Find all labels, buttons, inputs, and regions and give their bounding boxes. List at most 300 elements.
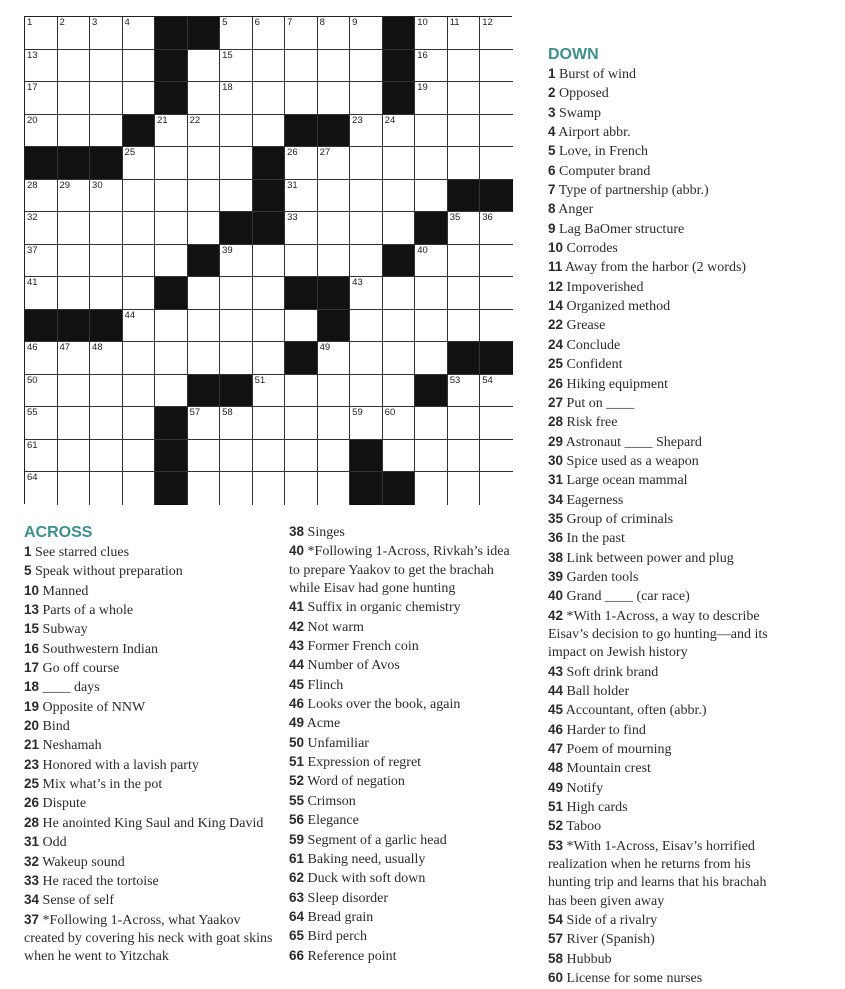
grid-cell[interactable] (58, 440, 91, 473)
grid-cell[interactable] (415, 472, 448, 505)
grid-cell[interactable] (383, 310, 416, 343)
black-square (253, 180, 286, 213)
clue-number: 13 (24, 602, 40, 618)
grid-cell[interactable] (90, 342, 123, 375)
cell-number: 30 (92, 179, 103, 191)
cell-number: 16 (417, 49, 428, 61)
clue-item (548, 316, 788, 335)
clue-number: 53 (548, 837, 564, 853)
clue-number: 5 (24, 563, 32, 579)
grid-cell[interactable] (90, 50, 123, 83)
clue-number: 19 (24, 698, 40, 714)
grid-cell[interactable] (285, 407, 318, 440)
grid-cell[interactable] (220, 277, 253, 310)
clue-item (289, 831, 514, 850)
grid-cell[interactable] (350, 115, 383, 148)
grid-cell[interactable] (188, 342, 221, 375)
clue-item (548, 220, 788, 239)
grid-cell[interactable] (220, 147, 253, 180)
black-square (155, 50, 188, 83)
cell-number: 17 (27, 82, 38, 94)
clue-item (24, 891, 274, 910)
clue-text: Reference point (307, 948, 397, 964)
grid-cell[interactable] (448, 82, 481, 115)
clue-number: 5 (548, 143, 556, 159)
grid-cell[interactable] (448, 472, 481, 505)
clue-item (24, 717, 274, 736)
grid-cell[interactable] (350, 407, 383, 440)
grid-cell[interactable] (480, 472, 513, 505)
grid-cell[interactable] (383, 115, 416, 148)
clue-text: Group of criminals (566, 511, 674, 527)
grid-cell[interactable] (25, 50, 58, 83)
grid-cell[interactable] (90, 212, 123, 245)
clue-number: 4 (548, 124, 556, 140)
cell-number: 59 (352, 407, 363, 419)
grid-cell[interactable] (188, 180, 221, 213)
black-square (188, 245, 221, 278)
grid-cell[interactable] (155, 212, 188, 245)
clue-number: 45 (548, 702, 564, 718)
grid-cell[interactable] (285, 180, 318, 213)
black-square (383, 17, 416, 50)
clue-item (548, 181, 788, 200)
grid-cell[interactable] (285, 82, 318, 115)
grid-cell[interactable] (188, 212, 221, 245)
cell-number: 60 (384, 407, 396, 419)
grid-cell[interactable] (318, 212, 351, 245)
grid-cell[interactable] (123, 440, 156, 473)
clue-text: In the past (566, 531, 625, 547)
grid-cell[interactable] (285, 147, 318, 180)
black-square (220, 375, 253, 408)
grid-cell[interactable] (480, 310, 513, 343)
grid-cell[interactable] (58, 342, 91, 375)
grid-cell[interactable] (383, 407, 416, 440)
clue-text: Parts of a whole (42, 603, 134, 619)
grid-cell[interactable] (480, 212, 513, 245)
clue-number: 61 (289, 850, 305, 866)
grid-cell[interactable] (285, 440, 318, 473)
grid-cell[interactable] (415, 440, 448, 473)
grid-cell[interactable] (220, 50, 253, 83)
grid-cell[interactable] (285, 472, 318, 505)
cell-number: 64 (27, 472, 38, 484)
clue-text: Conclude (566, 337, 621, 353)
grid-cell[interactable] (123, 407, 156, 440)
grid-cell[interactable] (155, 310, 188, 343)
clue-item (548, 278, 788, 297)
grid-cell[interactable] (123, 17, 156, 50)
grid-cell[interactable] (253, 342, 286, 375)
black-square (318, 115, 351, 148)
clue-number: 51 (289, 754, 305, 770)
grid-cell[interactable] (253, 115, 286, 148)
grid-cell[interactable] (415, 17, 448, 50)
grid-cell[interactable] (383, 375, 416, 408)
grid-cell[interactable] (220, 342, 253, 375)
grid-cell[interactable] (25, 375, 58, 408)
grid-cell[interactable] (90, 440, 123, 473)
black-square (220, 212, 253, 245)
grid-cell[interactable] (155, 245, 188, 278)
grid-cell[interactable] (285, 310, 318, 343)
grid-cell[interactable] (123, 50, 156, 83)
grid-cell[interactable] (90, 82, 123, 115)
grid-cell[interactable] (480, 440, 513, 473)
grid-cell[interactable] (253, 82, 286, 115)
grid-cell[interactable] (123, 147, 156, 180)
grid-cell[interactable] (415, 147, 448, 180)
clue-item (24, 853, 274, 872)
grid-cell[interactable] (253, 472, 286, 505)
grid-cell[interactable] (318, 147, 351, 180)
grid-cell[interactable] (220, 245, 253, 278)
grid-cell[interactable] (448, 310, 481, 343)
grid-cell[interactable] (25, 82, 58, 115)
grid-cell[interactable] (448, 407, 481, 440)
grid-cell[interactable] (90, 277, 123, 310)
grid-cell[interactable] (123, 277, 156, 310)
grid-cell[interactable] (58, 407, 91, 440)
cell-number: 41 (27, 277, 38, 289)
clue-text: Confident (566, 357, 623, 373)
grid-cell[interactable] (448, 277, 481, 310)
grid-cell[interactable] (415, 115, 448, 148)
grid-cell[interactable] (155, 375, 188, 408)
grid-cell[interactable] (25, 180, 58, 213)
clue-text: Expression of regret (307, 755, 422, 771)
grid-cell[interactable] (155, 147, 188, 180)
clue-text: Bird perch (307, 929, 368, 945)
grid-cell[interactable] (123, 375, 156, 408)
clue-number: 9 (548, 220, 556, 236)
grid-cell[interactable] (318, 375, 351, 408)
grid-cell[interactable] (220, 407, 253, 440)
clue-item (289, 656, 514, 675)
clue-text: Go off course (42, 661, 120, 677)
grid-cell[interactable] (90, 375, 123, 408)
grid-cell[interactable] (350, 50, 383, 83)
clue-item (548, 568, 788, 587)
grid-cell[interactable] (285, 212, 318, 245)
clue-text: Eagerness (566, 492, 624, 508)
grid-cell[interactable] (123, 472, 156, 505)
clue-item (548, 471, 788, 490)
clue-item (24, 736, 274, 755)
grid-cell[interactable] (448, 115, 481, 148)
grid-cell[interactable] (318, 472, 351, 505)
grid-cell[interactable] (448, 375, 481, 408)
cell-number: 49 (319, 342, 331, 354)
clue-text: Bread grain (307, 909, 374, 925)
grid-cell[interactable] (480, 82, 513, 115)
clue-item (548, 607, 788, 663)
grid-cell[interactable] (253, 245, 286, 278)
grid-cell[interactable] (415, 310, 448, 343)
grid-cell[interactable] (25, 212, 58, 245)
grid-cell[interactable] (90, 407, 123, 440)
clue-number: 25 (24, 776, 40, 792)
grid-cell[interactable] (25, 277, 58, 310)
grid-cell[interactable] (480, 147, 513, 180)
cell-number: 21 (157, 114, 168, 126)
grid-cell[interactable] (415, 82, 448, 115)
grid-cell[interactable] (58, 180, 91, 213)
clue-number: 1 (24, 544, 32, 559)
grid-cell[interactable] (383, 277, 416, 310)
grid-cell[interactable] (58, 472, 91, 505)
grid-cell[interactable] (350, 245, 383, 278)
grid-cell[interactable] (350, 212, 383, 245)
grid-cell[interactable] (58, 82, 91, 115)
grid-cell[interactable] (155, 180, 188, 213)
clue-item (289, 753, 514, 772)
grid-cell[interactable] (90, 245, 123, 278)
clue-text: Accountant, often (abbr.) (565, 703, 707, 719)
black-square (350, 472, 383, 505)
grid-cell[interactable] (350, 342, 383, 375)
clue-item (548, 798, 788, 817)
grid-cell[interactable] (480, 115, 513, 148)
grid-cell[interactable] (415, 277, 448, 310)
grid-cell[interactable] (415, 407, 448, 440)
grid-cell[interactable] (350, 310, 383, 343)
clue-item (548, 950, 788, 969)
grid-cell[interactable] (155, 115, 188, 148)
grid-cell[interactable] (220, 310, 253, 343)
grid-cell[interactable] (253, 440, 286, 473)
grid-cell[interactable] (285, 375, 318, 408)
cell-number: 44 (124, 309, 136, 321)
clue-item (289, 947, 514, 966)
grid-cell[interactable] (480, 50, 513, 83)
grid-cell[interactable] (318, 50, 351, 83)
grid-cell[interactable] (188, 407, 221, 440)
black-square (383, 472, 416, 505)
cell-number: 20 (27, 114, 38, 126)
grid-cell[interactable] (383, 212, 416, 245)
grid-cell[interactable] (188, 310, 221, 343)
grid-cell[interactable] (318, 17, 351, 50)
grid-cell[interactable] (58, 375, 91, 408)
clue-number: 49 (289, 715, 305, 731)
grid-cell[interactable] (448, 212, 481, 245)
clue-number: 26 (548, 375, 564, 391)
cell-number: 24 (384, 114, 396, 126)
clue-number: 43 (548, 663, 564, 679)
grid-cell[interactable] (123, 180, 156, 213)
clue-text: Soft drink brand (566, 664, 659, 680)
grid-cell[interactable] (25, 115, 58, 148)
grid-cell[interactable] (123, 245, 156, 278)
grid-cell[interactable] (155, 342, 188, 375)
grid-cell[interactable] (253, 310, 286, 343)
grid-cell[interactable] (253, 375, 286, 408)
clue-text: *Following 1-Across, what Yaakov created by covering his neck with goat skins when he went to Yitzchak (24, 912, 273, 965)
cell-number: 39 (222, 244, 233, 256)
grid-cell[interactable] (90, 17, 123, 50)
clue-text: Honored with a lavish party (42, 757, 199, 773)
clue-text: Mountain crest (566, 761, 651, 777)
grid-cell[interactable] (220, 82, 253, 115)
grid-cell[interactable] (123, 82, 156, 115)
grid-cell[interactable] (58, 277, 91, 310)
grid-cell[interactable] (253, 50, 286, 83)
clue-number: 66 (289, 947, 305, 963)
grid-cell[interactable] (220, 115, 253, 148)
grid-cell[interactable] (58, 115, 91, 148)
grid-cell[interactable] (253, 277, 286, 310)
grid-cell[interactable] (188, 277, 221, 310)
clue-text: Swamp (559, 105, 602, 121)
grid-cell[interactable] (58, 17, 91, 50)
grid-cell[interactable] (25, 407, 58, 440)
grid-cell[interactable] (350, 375, 383, 408)
clue-number: 31 (24, 834, 40, 850)
clue-text: Duck with soft down (307, 871, 426, 887)
cell-number: 47 (59, 342, 71, 354)
grid-cell[interactable] (123, 212, 156, 245)
grid-cell[interactable] (415, 50, 448, 83)
grid-cell[interactable] (350, 180, 383, 213)
grid-cell[interactable] (448, 440, 481, 473)
grid-cell[interactable] (90, 472, 123, 505)
grid-cell[interactable] (350, 147, 383, 180)
clue-item (24, 543, 274, 562)
grid-cell[interactable] (480, 407, 513, 440)
clue-number: 44 (289, 657, 305, 673)
grid-cell[interactable] (318, 407, 351, 440)
clue-item (289, 523, 514, 542)
grid-cell[interactable] (448, 17, 481, 50)
clue-number: 44 (548, 683, 564, 698)
grid-cell[interactable] (90, 115, 123, 148)
grid-cell[interactable] (480, 17, 513, 50)
clue-number: 62 (289, 870, 305, 886)
grid-cell[interactable] (188, 147, 221, 180)
clue-text: Impoverished (566, 279, 644, 295)
grid-cell[interactable] (25, 472, 58, 505)
clue-item (24, 756, 274, 775)
grid-cell[interactable] (220, 180, 253, 213)
grid-cell[interactable] (350, 82, 383, 115)
grid-cell[interactable] (58, 212, 91, 245)
grid-cell[interactable] (253, 17, 286, 50)
grid-cell[interactable] (480, 277, 513, 310)
clue-item (289, 811, 514, 830)
clue-item (289, 598, 514, 617)
grid-cell[interactable] (58, 50, 91, 83)
grid-cell[interactable] (220, 472, 253, 505)
grid-cell[interactable] (285, 50, 318, 83)
grid-cell[interactable] (253, 407, 286, 440)
grid-cell[interactable] (25, 17, 58, 50)
grid-cell[interactable] (448, 147, 481, 180)
clue-item (548, 663, 788, 682)
grid-cell[interactable] (448, 50, 481, 83)
clue-text: Type of partnership (abbr.) (558, 183, 709, 199)
clue-text: Bind (42, 719, 70, 735)
clue-number: 22 (548, 317, 564, 333)
grid-cell[interactable] (25, 342, 58, 375)
clue-item (548, 969, 788, 988)
black-square (188, 375, 221, 408)
grid-cell[interactable] (415, 245, 448, 278)
grid-cell[interactable] (318, 245, 351, 278)
grid-cell[interactable] (123, 310, 156, 343)
grid-cell[interactable] (188, 472, 221, 505)
clue-text: Odd (42, 835, 67, 851)
grid-cell[interactable] (90, 180, 123, 213)
black-square (155, 440, 188, 473)
cell-number: 48 (92, 342, 103, 354)
clue-text: *With 1-Across, Eisav’s horrified realization when he returns from his hunting trip and learns that his brachah has been given away (548, 838, 767, 909)
grid-cell[interactable] (318, 440, 351, 473)
grid-cell[interactable] (383, 180, 416, 213)
grid-cell[interactable] (318, 342, 351, 375)
grid-cell[interactable] (383, 440, 416, 473)
grid-cell[interactable] (58, 245, 91, 278)
clue-item (548, 65, 788, 84)
grid-cell[interactable] (25, 245, 58, 278)
cell-number: 1 (27, 17, 33, 28)
clue-number: 3 (548, 104, 556, 120)
grid-cell[interactable] (415, 180, 448, 213)
clue-item (548, 297, 788, 316)
grid-cell[interactable] (188, 115, 221, 148)
cell-number: 15 (222, 49, 233, 61)
clue-text: Mix what’s in the pot (42, 777, 163, 793)
clue-text: Opposed (559, 86, 609, 102)
cell-number: 6 (254, 17, 260, 28)
grid-cell[interactable] (350, 277, 383, 310)
grid-cell[interactable] (285, 17, 318, 50)
grid-cell[interactable] (220, 440, 253, 473)
clue-text: Computer brand (559, 163, 651, 179)
cell-number: 32 (27, 212, 38, 224)
black-square (480, 180, 513, 213)
clue-text: He raced the tortoise (42, 873, 159, 889)
clue-item (548, 162, 788, 181)
grid-cell[interactable] (383, 342, 416, 375)
clue-text: Large ocean mammal (566, 473, 688, 489)
grid-cell[interactable] (123, 342, 156, 375)
clue-item (24, 794, 274, 813)
grid-cell[interactable] (318, 180, 351, 213)
clue-number: 36 (548, 530, 564, 546)
clue-number: 52 (548, 818, 564, 834)
cell-number: 7 (287, 17, 293, 28)
grid-cell[interactable] (415, 342, 448, 375)
grid-cell[interactable] (188, 82, 221, 115)
grid-cell[interactable] (285, 245, 318, 278)
grid-cell[interactable] (448, 245, 481, 278)
grid-cell[interactable] (188, 440, 221, 473)
clue-number: 50 (289, 734, 305, 750)
grid-cell[interactable] (350, 17, 383, 50)
grid-cell[interactable] (25, 440, 58, 473)
black-square (383, 82, 416, 115)
grid-cell[interactable] (188, 50, 221, 83)
clue-number: 37 (24, 911, 40, 927)
grid-cell[interactable] (480, 245, 513, 278)
grid-cell[interactable] (318, 82, 351, 115)
grid-cell[interactable] (480, 375, 513, 408)
clue-number: 8 (548, 201, 556, 217)
grid-cell[interactable] (220, 17, 253, 50)
grid-cell[interactable] (383, 147, 416, 180)
